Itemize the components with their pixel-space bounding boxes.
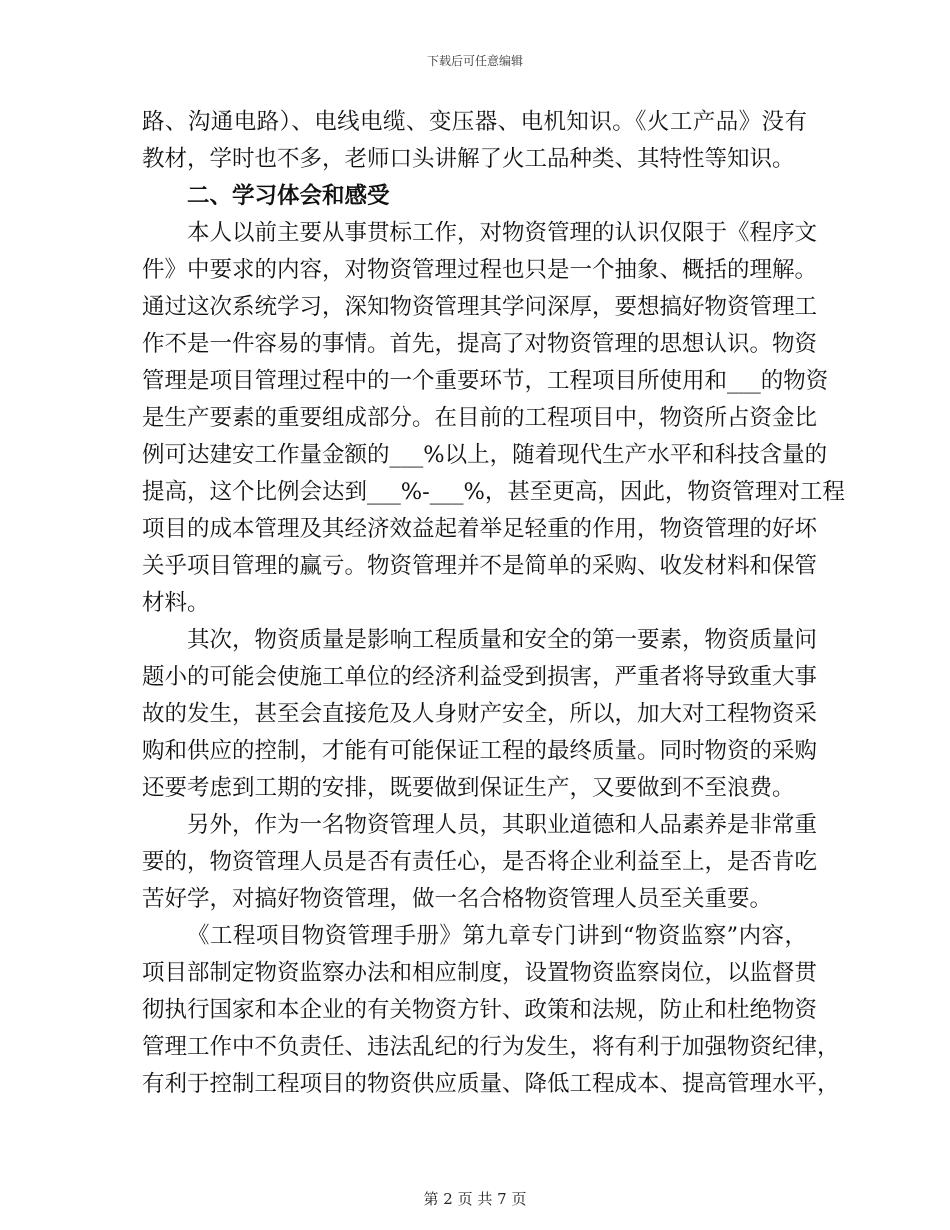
document-body (142, 104, 845, 1103)
page-header: 下载后可任意编辑 (426, 54, 523, 68)
section-heading: 二、学习体会和感受 (187, 183, 390, 209)
text-line: 提高，这个比例会达到___%-___%，甚至更高，因此，物资管理对工程 (142, 479, 845, 505)
text-line: 有利于控制工程项目的物资供应质量、降低工程成本、提高管理水平， (142, 1071, 840, 1097)
page-number: 第 2 页 共 7 页 (423, 1190, 527, 1208)
text-line: 是生产要素的重要组成部分。在目前的工程项目中，物资所占资金比 (142, 405, 818, 431)
text-line: 项目的成本管理及其经济效益起着举足轻重的作用，物资管理的好坏 (142, 516, 818, 542)
text-line: 要的，物资管理人员是否有责任心，是否将企业利益至上，是否肯吃 (142, 849, 818, 875)
text-line: 《工程项目物资管理手册》第九章专门讲到“物资监察”内容， (187, 923, 807, 949)
text-line: 另外，作为一名物资管理人员，其职业道德和人品素养是非常重 (187, 812, 818, 838)
text-line: 题小的可能会使施工单位的经济利益受到损害，严重者将导致重大事 (142, 664, 818, 690)
text-line: 路、沟通电路）、电线电缆、变压器、电机知识。《火工产品》没有 (142, 109, 807, 135)
text-line: 作不是一件容易的事情。首先，提高了对物资管理的思想认识。物资 (142, 331, 818, 357)
text-line: 项目部制定物资监察办法和相应制度，设置物资监察岗位，以监督贯 (142, 960, 818, 986)
text-line: 关乎项目管理的赢亏。物资管理并不是简单的采购、收发材料和保管 (142, 553, 818, 579)
text-line: 管理是项目管理过程中的一个重要环节，工程项目所使用和___的物资 (142, 368, 829, 394)
text-line: 故的发生，甚至会直接危及人身财产安全，所以，加大对工程物资采 (142, 701, 818, 727)
text-line: 件》中要求的内容，对物资管理过程也只是一个抽象、概括的理解。 (142, 257, 818, 283)
text-line: 本人以前主要从事贯标工作，对物资管理的认识仅限于《程序文 (187, 220, 818, 246)
text-line: 其次，物资质量是影响工程质量和安全的第一要素，物资质量问 (187, 627, 818, 653)
text-line: 管理工作中不负责任、违法乱纪的行为发生，将有利于加强物资纪律， (142, 1034, 840, 1060)
text-line: 教材，学时也不多，老师口头讲解了火工品种类、其特性等知识。 (142, 146, 795, 172)
text-line: 苦好学，对搞好物资管理，做一名合格物资管理人员至关重要。 (142, 886, 773, 912)
text-line: 购和供应的控制，才能有可能保证工程的最终质量。同时物资的采购 (142, 738, 818, 764)
text-line: 材料。 (142, 590, 210, 616)
text-line: 通过这次系统学习，深知物资管理其学问深厚，要想搞好物资管理工 (142, 294, 818, 320)
text-line: 还要考虑到工期的安排，既要做到保证生产，又要做到不至浪费。 (142, 775, 795, 801)
text-line: 例可达建安工作量金额的___%以上，随着现代生产水平和科技含量的 (142, 442, 828, 468)
text-line: 彻执行国家和本企业的有关物资方针、政策和法规，防止和杜绝物资 (142, 997, 818, 1023)
